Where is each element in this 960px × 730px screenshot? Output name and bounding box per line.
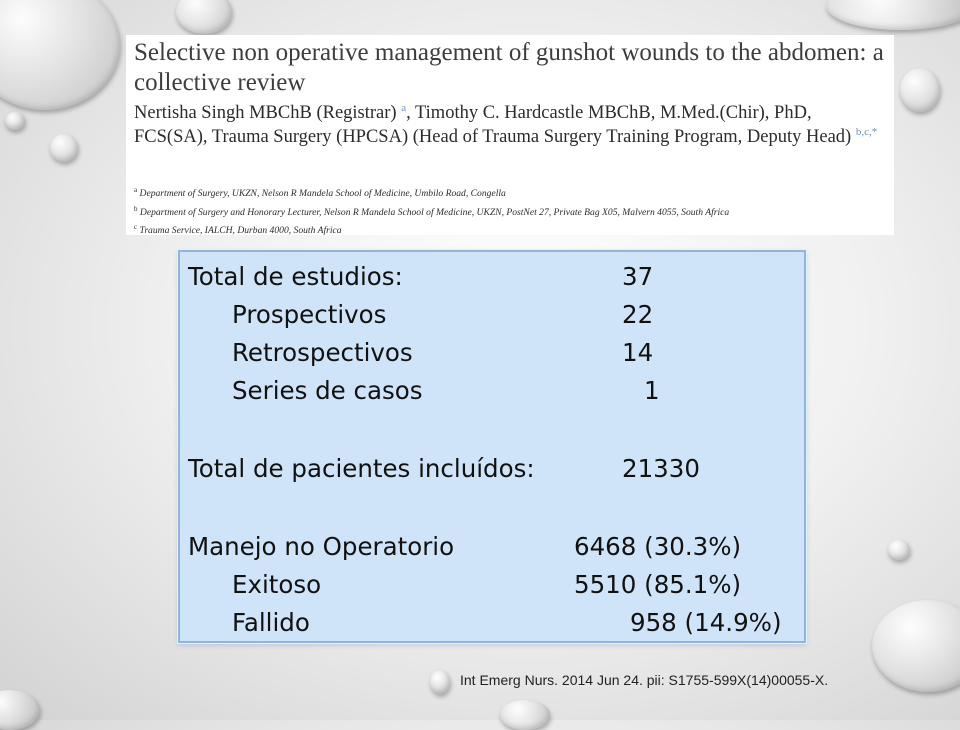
author-2-affiliation-mark: b,c,*	[855, 125, 878, 138]
stat-value: 958 (14.9%)	[630, 608, 782, 637]
stat-label: Retrospectivos	[232, 338, 413, 367]
author-1-affiliation-mark: a	[401, 101, 407, 114]
water-drop-decoration	[430, 670, 450, 694]
water-drop-decoration	[50, 134, 78, 162]
author-2: , Timothy C. Hardcastle MBChB, M.Med.(Chir), PhD, FCS(SA), Trauma Surgery (HPCSA) (Head of Trauma Surgery Training Program, Deputy Head)	[134, 103, 856, 147]
stat-label: Fallido	[232, 608, 310, 637]
article-title: Selective non operative management of gunshot wounds to the abdomen: a collective review	[134, 39, 884, 96]
water-drop-decoration	[5, 112, 25, 130]
stat-label: Manejo no Operatorio	[188, 532, 455, 561]
water-drop-decoration	[0, 0, 120, 110]
water-drop-decoration	[500, 700, 550, 730]
article-affiliations	[134, 183, 894, 239]
water-drop-decoration	[872, 600, 960, 692]
water-drop-decoration	[826, 0, 960, 30]
stat-value: 14	[622, 338, 654, 367]
water-drop-decoration	[176, 0, 232, 34]
stat-value: 5510 (85.1%)	[574, 570, 742, 599]
affiliation-c: $^c$ Trauma Service, IALCH, Durban 4000, South Africa	[134, 223, 342, 237]
article-header	[126, 35, 894, 235]
stat-value: 22	[622, 300, 654, 329]
stat-value: 37	[622, 262, 654, 291]
water-drop-decoration	[888, 540, 910, 560]
water-drop-decoration	[900, 68, 940, 112]
stat-label: Series de casos	[232, 376, 423, 405]
stat-label: Prospectivos	[232, 300, 387, 329]
stat-label: Total de pacientes incluídos:	[188, 454, 535, 483]
stat-value: 6468 (30.3%)	[574, 532, 742, 561]
statistics-box	[178, 250, 806, 643]
stat-label: Exitoso	[232, 570, 322, 599]
affiliation-b: $^b$ Department of Surgery and Honorary Lecturer, Nelson R Mandela School of Medicine, UKZN, PostNet 27, Private Bag X05, Malvern 4055, South Africa	[134, 204, 730, 218]
affiliation-a: $^a$ Department of Surgery, UKZN, Nelson R Mandela School of Medicine, Umbilo Road, Congella	[134, 186, 506, 200]
water-drop-decoration	[0, 690, 40, 730]
stat-label: Total de estudios:	[188, 262, 403, 291]
citation: Int Emerg Nurs. 2014 Jun 24. pii: S1755-599X(14)00055-X.	[460, 672, 829, 688]
author-1: Nertisha Singh MBChB (Registrar)	[134, 103, 402, 123]
stat-value: 1	[644, 376, 660, 405]
stat-value: 21330	[622, 454, 700, 483]
article-authors	[134, 101, 889, 149]
